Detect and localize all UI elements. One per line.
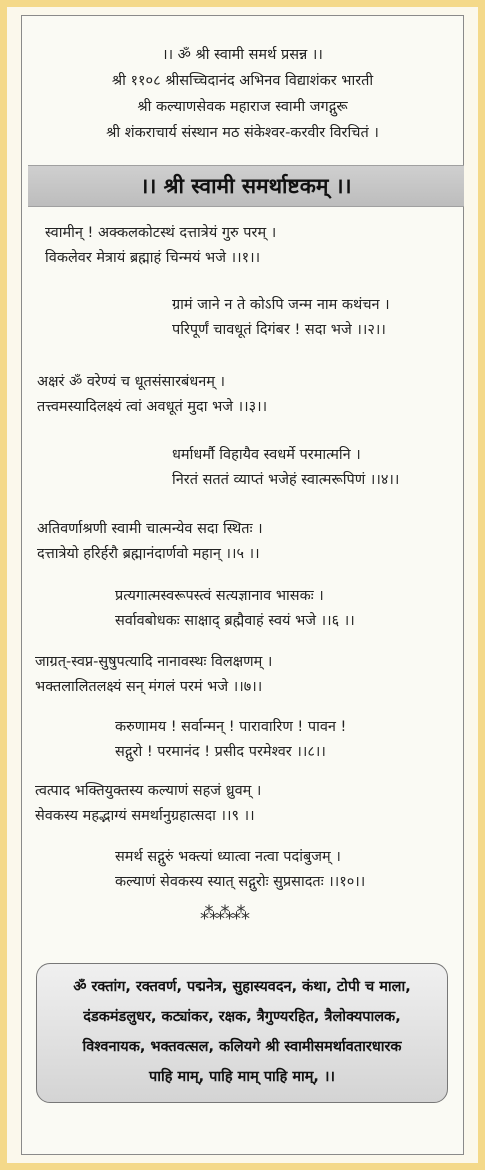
footer-line-1: ॐ रक्तांग, रक्तवर्ण, पद्मनेत्र, सुहास्यवदन, कंथा, टोपी च माला,: [73, 979, 411, 995]
verse-8-line-a: करुणामय ! सर्वान्मन् ! पारावारिण ! पावन !: [115, 719, 347, 735]
verse-8-line-b: सद्गुरो ! परमानंद ! प्रसीद परमेश्वर ।।८।।: [115, 744, 326, 760]
verse-7-line-b: भक्तलालितलक्ष्यं सन् मंगलं परमं भजे ।।७।।: [35, 679, 263, 695]
verse-2-line-b: परिपूर्णं चावधूतं दिगंबर ! सदा भजे ।।२।।: [172, 322, 386, 338]
footer-line-3: विश्वनायक, भक्तवत्सल, कलियगे श्री स्वामीसमर्थावतारधारक: [82, 1039, 402, 1055]
verse-1-line-b: विकलेवर मेत्रायं ब्रह्माहं चिन्मयं भजे ।।१।।: [45, 250, 261, 266]
header-invocation: ।। ॐ श्री स्वामी समर्थ प्रसन्न ।।: [162, 47, 323, 63]
title-bar: [28, 165, 464, 207]
verse-10-line-a: समर्थ सद्गुरुं भक्त्यां ध्यात्वा नत्वा पदांबुजम् ।: [115, 849, 341, 865]
header-author-line: श्री ११०८ श्रीसच्चिदानंद अभिनव विद्याशंकर भारती: [111, 73, 374, 89]
verse-6-line-a: प्रत्यगात्मस्वरूपस्त्वं सत्यज्ञानाव भासकः ।: [115, 588, 324, 604]
verse-4-line-b: निरतं सततं व्याप्तं भजेहं स्वात्मरूपिणं ।।४।।: [172, 472, 400, 488]
header-institution: श्री शंकराचार्य संस्थान मठ संकेश्वर-करवीर विरचितं ।: [106, 125, 379, 141]
verse-7-line-a: जाग्रत्-स्वप्न-सुषुपत्यादि नानावस्थः विलक्षणम् ।: [35, 654, 273, 670]
header-author-title: श्री कल्याणसेवक महाराज स्वामी जगद्गुरू: [137, 99, 348, 115]
footer-mantra-box: [36, 963, 448, 1103]
verse-3-line-b: तत्त्वमस्यादिलक्ष्यं त्वां अवधूतं मुदा भजे ।।३।।: [37, 399, 268, 415]
footer-line-4: पाहि माम्, पाहि माम् पाहि माम्, ।।: [149, 1069, 335, 1085]
verse-1-line-a: स्वामीन् ! अक्कलकोटस्थं दत्तात्रेयं गुरु परम् ।: [45, 225, 277, 241]
verse-6-line-b: सर्वावबोधकः साक्षाद् ब्रह्मैवाहं स्वयं भजे ।।६ ।।: [115, 613, 355, 629]
verse-5-line-b: दत्तात्रेयो हरिर्हरौ ब्रह्मानंदार्णवो महान् ।।५ ।।: [37, 546, 260, 562]
verse-10-line-b: कल्याणं सेवकस्य स्यात् सद्गुरोः सुप्रसादतः ।।१०।।: [115, 874, 366, 890]
verse-9-line-b: सेवकस्य महद्भाग्यं समर्थानुग्रहात्सदा ।।९ ।।: [35, 808, 255, 824]
ornament-divider: ⁂⁂⁂: [200, 903, 248, 924]
footer-line-2: दंडकमंडलुधर, कट्यांकर, रक्षक, त्रैगुण्यरहित, त्रैलोक्यपालक,: [83, 1009, 401, 1025]
verse-2-line-a: ग्रामं जाने न ते कोऽपि जन्म नाम कथंचन ।: [172, 297, 390, 313]
verse-9-line-a: त्वत्पाद भक्तियुक्तस्य कल्याणं सहजं ध्रुवम् ।: [35, 783, 262, 799]
page-title: ।। श्री स्वामी समर्थाष्टकम् ।।: [140, 174, 352, 198]
verse-4-line-a: धर्माधर्मौ विहायैव स्वधर्मे परमात्मनि ।: [172, 447, 361, 463]
verse-5-line-a: अतिवर्णाश्रणी स्वामी चात्मन्येव सदा स्थितः ।: [37, 521, 263, 537]
verse-3-line-a: अक्षरं ॐ वरेण्यं च धूतसंसारबंधनम् ।: [37, 374, 226, 390]
